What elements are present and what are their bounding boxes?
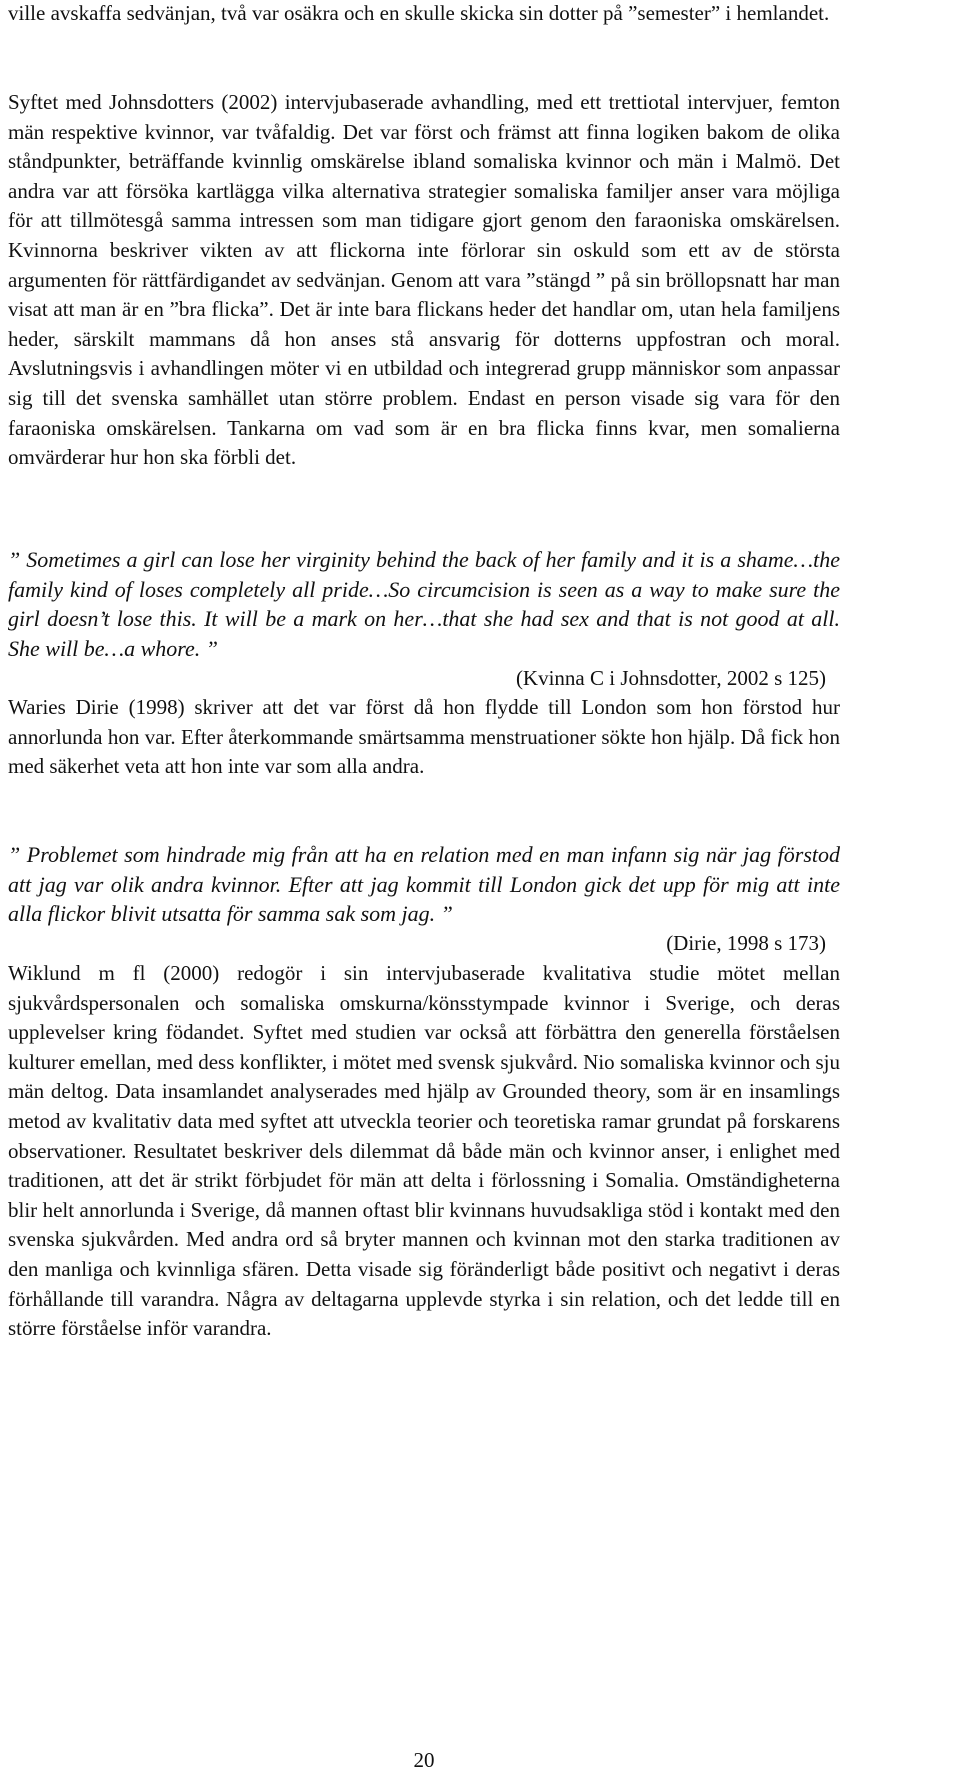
paragraph-dirie: Waries Dirie (1998) skriver att det var först då hon flydde till London som hon förstod hur annorlunda hon var. Efter återkommande smärtsamma menstruationer sökte hon hjälp. Då fick hon med säkerhet veta att hon inte var som alla andra.: [8, 695, 840, 779]
paragraph-wiklund: Wiklund m fl (2000) redogör i sin intervjubaserade kvalitativa studie mötet mellan sjukvårdspersonalen och somaliska omskurna/könsstympade kvinnor i Sverige, och deras upplevelser kring födandet. Syftet med studien var också att förbättra den generella förståelsen kulturer emellan, med dess konflikter, i mötet med svensk sjukvård. Nio somaliska kvinnor och sju män deltog. Data insamlandet analyserades med hjälp av Grounded theory, som är en insamlings metod av kvalitativ data med syftet att utveckla teorier och teoretiska ramar grundat på forskarens observationer. Resultatet beskriver dels dilemmat då både män och kvinnor anser, i enlighet med traditionen, att det är strikt förbjudet för män att delta i förlossning i Somalia. Omständigheterna blir helt annorlunda i Sverige, då mannen oftast blir kvinnans huvudsakliga stöd i kontakt med den svenska sjukvården. Med andra ord så bryter mannen och kvinnan mot den starka traditionen av den manliga och kvinnliga sfären. Detta visade sig föränderligt både positivt och negativt i deras förhållande till varandra. Några av deltagarna upplevde styrka i sin relation, och det ledde till en större förståelse inför varandra.: [8, 961, 840, 1341]
block-quote-kvinna-c: ” Sometimes a girl can lose her virginity behind the back of her family and it is a shame…the family kind of loses completely all pride…So circumcision is seen as a way to make sure the girl doesn’t lose this. It will be a mark on her…that she had sex and that is not good at all. She will be…a whore. ”: [8, 547, 840, 661]
citation-dirie: (Dirie, 1998 s 173): [666, 931, 826, 955]
block-quote-dirie: ” Problemet som hindrade mig från att ha en relation med en man infann sig när jag förstod att jag var olik andra kvinnor. Efter att jag kommit till London gick det upp för mig att inte alla flickor blivit utsatta för samma sak som jag. ”: [8, 842, 840, 927]
citation-kvinna-c: (Kvinna C i Johnsdotter, 2002 s 125): [515, 666, 826, 690]
page-number: 20: [413, 1748, 435, 1772]
paragraph-continuation: ville avskaffa sedvänjan, två var osäkra och en skulle skicka sin dotter på ”semester” i hemlandet.: [8, 1, 830, 25]
paragraph-johnsdotter: Syftet med Johnsdotters (2002) intervjubaserade avhandling, med ett trettiotal intervjuer, femton män respektive kvinnor, var tvåfaldig. Det var först och främst att finna logiken bakom de olika ståndpunkter, beträffande kvinnlig omskärelse ibland somaliska kvinnor och män i Malmö. Det andra var att försöka kartlägga vilka alternativa strategier somaliska familjer anser vara möjliga för att tillmötesgå samma intressen som man tidigare gjort genom den faraoniska omskärelsen. Kvinnorna beskriver vikten av att flickorna inte förlorar sin oskuld som ett av de största argumenten för rättfärdigandet av sedvänjan. Genom att vara ”stängd ” på sin bröllopsnatt har man visat att man är en ”bra flicka”. Det är inte bara flickans heder det handlar om, utan hela familjens heder, särskilt mammans då hon anses stå ansvarig för dotterns uppfostran och moral. Avslutningsvis i avhandlingen möter vi en utbildad och integrerad grupp människor som anpassar sig till det svenska samhället utan större problem. Endast en person visade sig vara för den faraoniska omskärelsen. Tankarna om vad som är en bra flicka finns kvar, men somalierna omvärderar hur hon ska förbli det.: [8, 90, 840, 470]
